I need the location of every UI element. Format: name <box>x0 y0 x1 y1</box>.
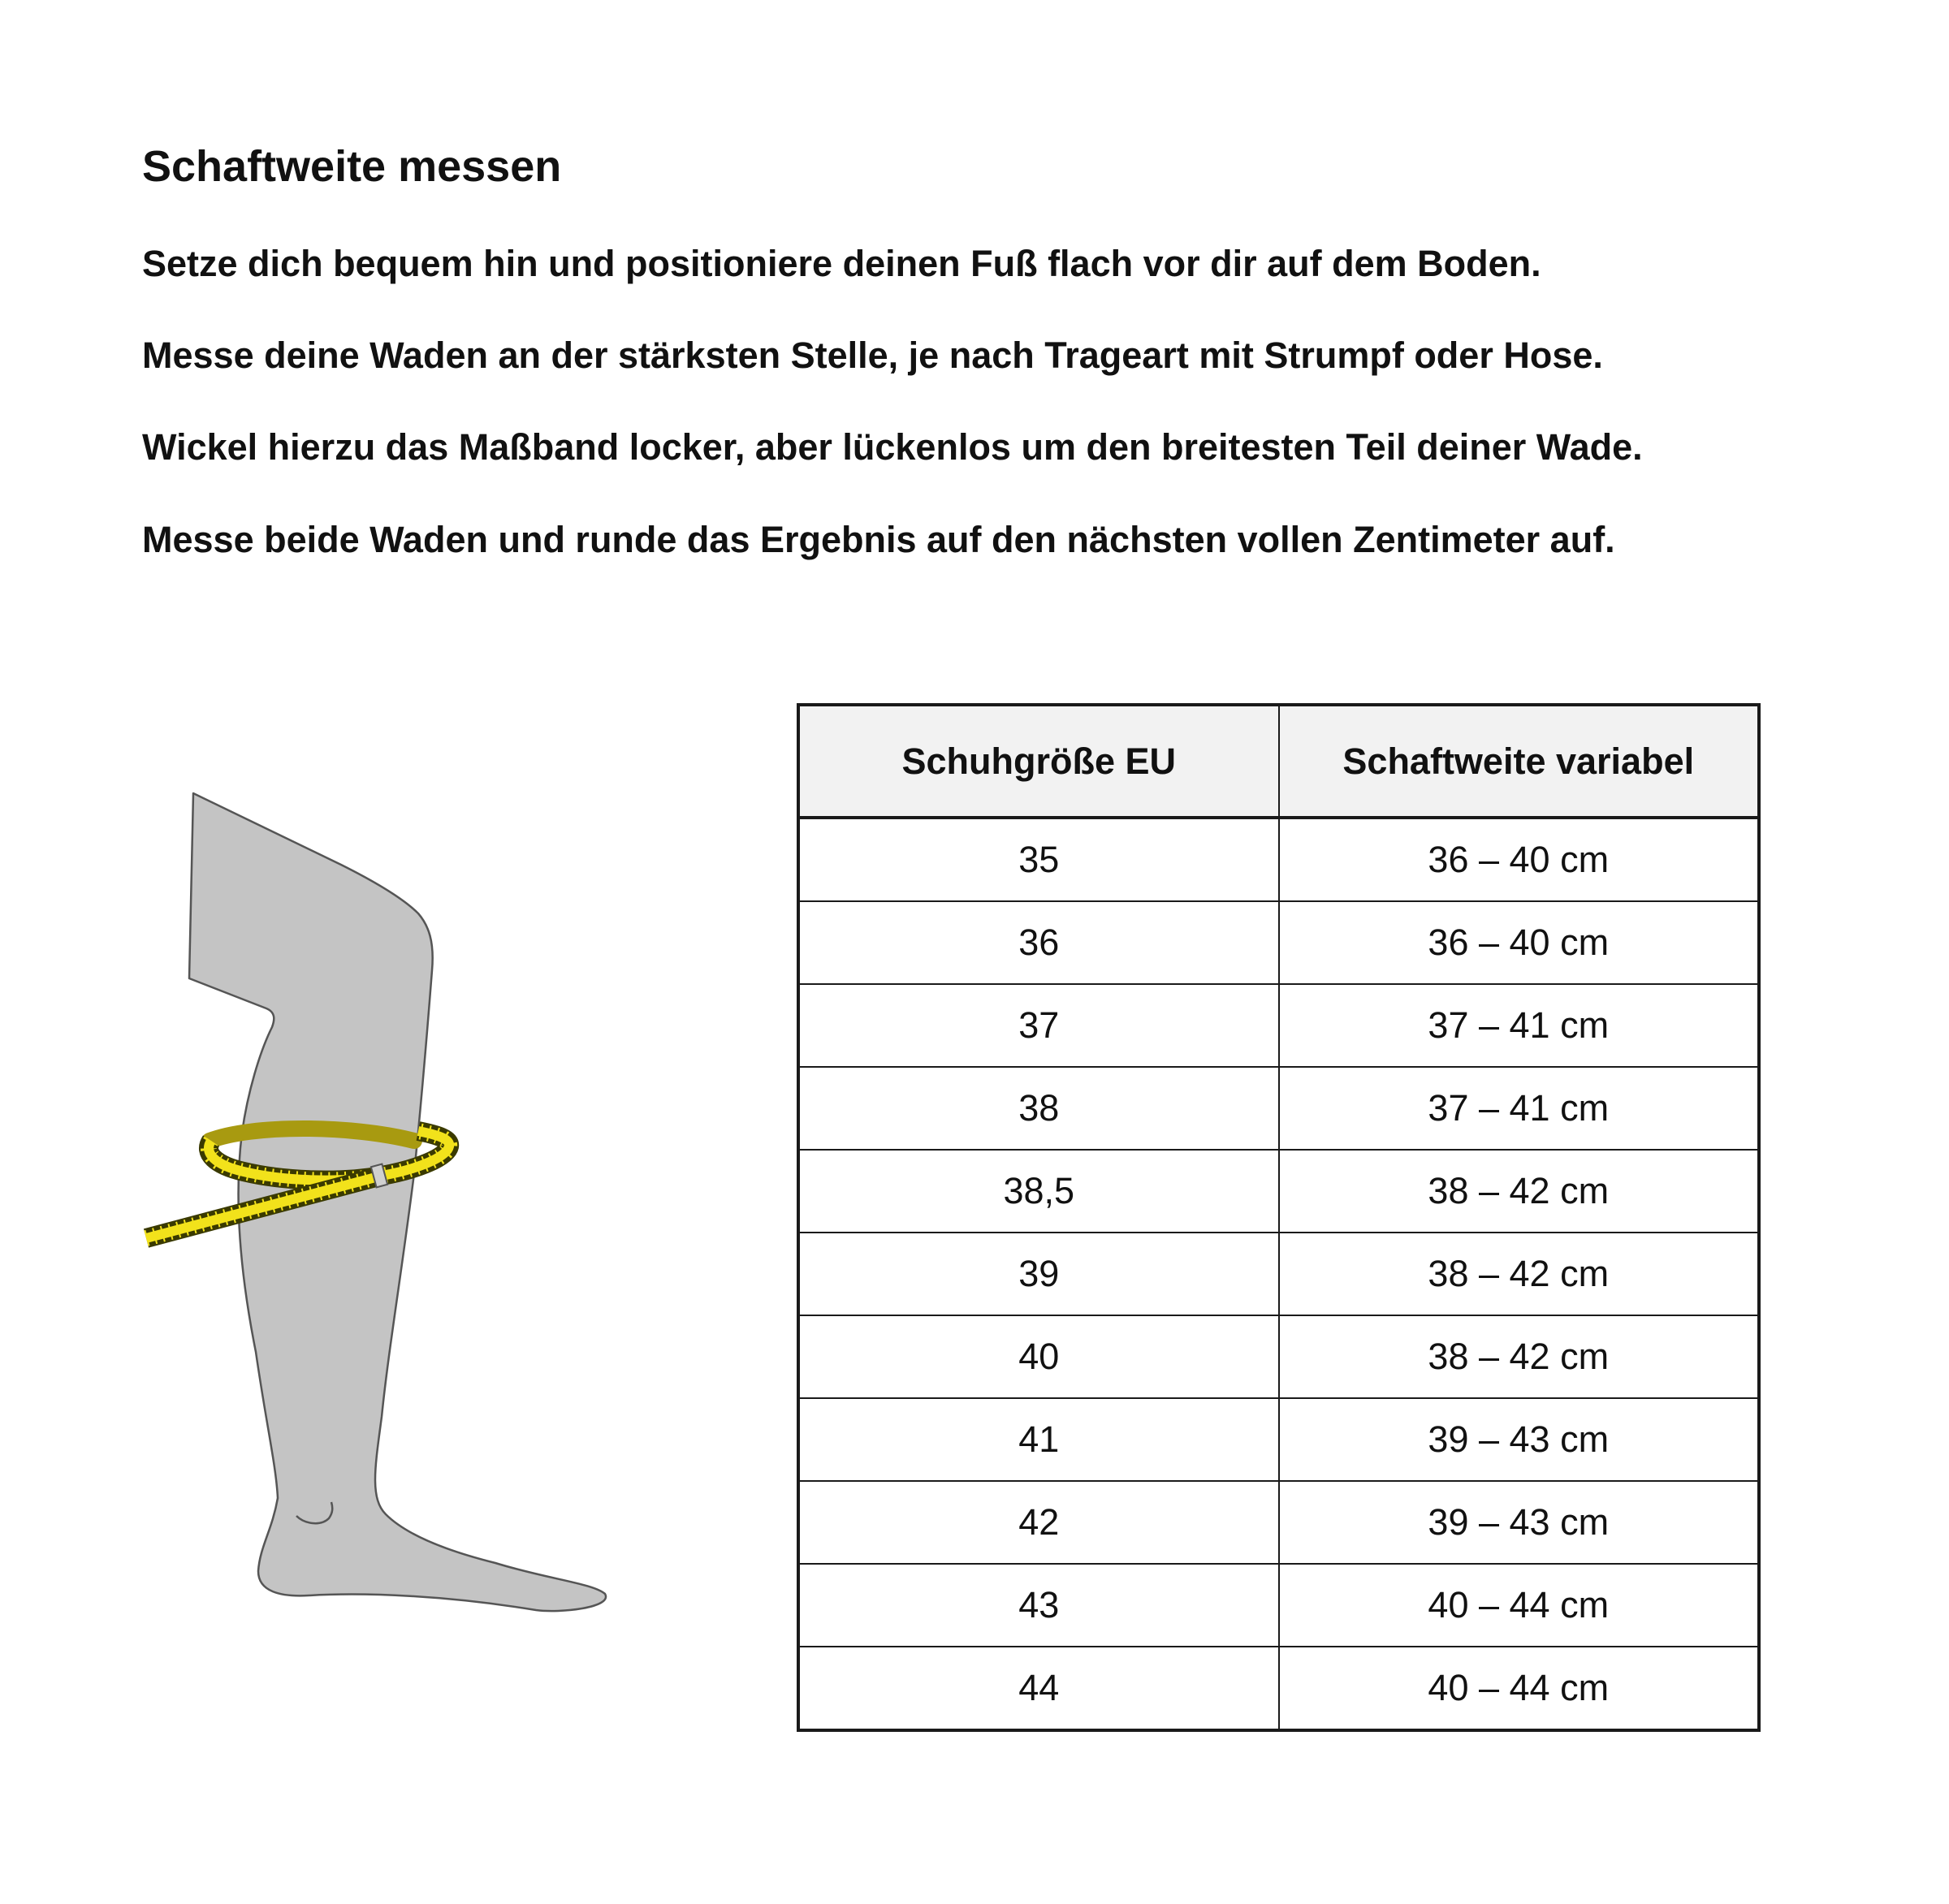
shoe-size-cell: 43 <box>798 1564 1279 1647</box>
shoe-size-cell: 38,5 <box>798 1150 1279 1233</box>
shoe-size-cell: 35 <box>798 818 1279 901</box>
shoe-size-cell: 38 <box>798 1067 1279 1150</box>
table-row <box>798 1315 1759 1398</box>
header-shaft-width: Schaftweite variabel <box>1279 705 1760 818</box>
shoe-size-cell: 42 <box>798 1481 1279 1564</box>
shaft-width-cell: 40 – 44 cm <box>1279 1647 1760 1730</box>
table-row <box>798 1564 1759 1647</box>
shoe-size-cell: 40 <box>798 1315 1279 1398</box>
header-shoe-size: Schuhgröße EU <box>798 705 1279 818</box>
table-row <box>798 901 1759 984</box>
shaft-width-cell: 38 – 42 cm <box>1279 1150 1760 1233</box>
table-row <box>798 1398 1759 1481</box>
shoe-size-cell: 37 <box>798 984 1279 1067</box>
leg-measuring-illustration <box>138 784 609 1628</box>
shaft-width-cell: 37 – 41 cm <box>1279 1067 1760 1150</box>
table-row <box>798 1067 1759 1150</box>
shaft-width-cell: 38 – 42 cm <box>1279 1233 1760 1315</box>
instruction-measure-calf: Messe deine Waden an der stärksten Stelle, je nach Trageart mit Strumpf oder Hose. <box>142 335 1603 376</box>
shaft-width-cell: 39 – 43 cm <box>1279 1481 1760 1564</box>
shaft-width-cell: 40 – 44 cm <box>1279 1564 1760 1647</box>
instruction-wrap-tape: Wickel hierzu das Maßband locker, aber lückenlos um den breitesten Teil deiner Wade. <box>142 426 1643 468</box>
shaft-width-cell: 39 – 43 cm <box>1279 1398 1760 1481</box>
table-row <box>798 1647 1759 1730</box>
table-row <box>798 1233 1759 1315</box>
instruction-sit: Setze dich bequem hin und positioniere deinen Fuß flach vor dir auf dem Boden. <box>142 243 1541 284</box>
shaft-width-cell: 37 – 41 cm <box>1279 984 1760 1067</box>
table-header-row <box>798 705 1759 818</box>
size-table <box>797 703 1761 1732</box>
shoe-size-cell: 44 <box>798 1647 1279 1730</box>
page-title: Schaftweite messen <box>142 142 562 191</box>
shaft-width-cell: 36 – 40 cm <box>1279 901 1760 984</box>
table-row <box>798 1481 1759 1564</box>
table-row <box>798 818 1759 901</box>
shaft-width-cell: 36 – 40 cm <box>1279 818 1760 901</box>
shoe-size-cell: 41 <box>798 1398 1279 1481</box>
shoe-size-cell: 39 <box>798 1233 1279 1315</box>
table-row <box>798 1150 1759 1233</box>
instruction-round-up: Messe beide Waden und runde das Ergebnis auf den nächsten vollen Zentimeter auf. <box>142 519 1615 560</box>
shoe-size-cell: 36 <box>798 901 1279 984</box>
shaft-width-cell: 38 – 42 cm <box>1279 1315 1760 1398</box>
table-row <box>798 984 1759 1067</box>
